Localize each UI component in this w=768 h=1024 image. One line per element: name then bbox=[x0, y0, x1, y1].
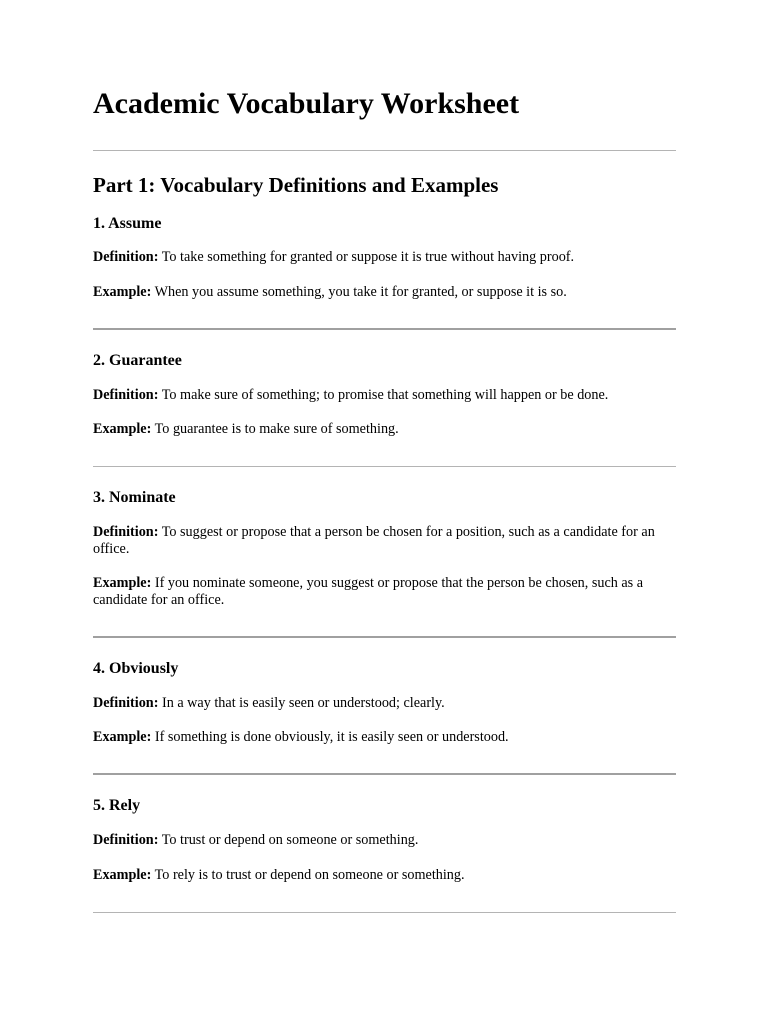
term-heading: 2. Guarantee bbox=[93, 352, 182, 369]
definition-value: To make sure of something; to promise that something will happen or be done. bbox=[161, 387, 609, 403]
example-value: When you assume something, you take it for granted, or suppose it is so. bbox=[154, 284, 567, 300]
example-label: Example: bbox=[93, 284, 152, 300]
definition-value: To trust or depend on someone or something. bbox=[161, 832, 419, 848]
section-divider bbox=[93, 773, 676, 775]
example-value: To rely is to trust or depend on someone or something. bbox=[154, 867, 465, 883]
definition-text bbox=[93, 832, 676, 849]
section-divider bbox=[93, 912, 676, 913]
definition-label: Definition: bbox=[93, 249, 159, 265]
title-divider bbox=[93, 150, 676, 151]
definition-value: To suggest or propose that a person be chosen for a position, such as a candidate for an office. bbox=[93, 524, 655, 557]
example-label: Example: bbox=[93, 421, 152, 437]
example-label: Example: bbox=[93, 729, 152, 745]
example-value: If you nominate someone, you suggest or propose that the person be chosen, such as a candidate for an office. bbox=[93, 575, 644, 608]
definition-value: In a way that is easily seen or understood; clearly. bbox=[161, 695, 445, 711]
definition-text bbox=[93, 249, 676, 266]
term-heading: 5. Rely bbox=[93, 797, 141, 814]
example-text bbox=[93, 867, 676, 884]
term-heading: 1. Assume bbox=[93, 215, 162, 232]
definition-value: To take something for granted or suppose it is true without having proof. bbox=[161, 249, 575, 265]
example-value: To guarantee is to make sure of something. bbox=[154, 421, 399, 437]
definition-text bbox=[93, 524, 676, 558]
section-divider bbox=[93, 328, 676, 330]
definition-label: Definition: bbox=[93, 387, 159, 403]
example-text bbox=[93, 284, 676, 301]
definition-text bbox=[93, 695, 676, 712]
definition-label: Definition: bbox=[93, 695, 159, 711]
definition-label: Definition: bbox=[93, 832, 159, 848]
page-title: Academic Vocabulary Worksheet bbox=[93, 87, 520, 120]
example-label: Example: bbox=[93, 867, 152, 883]
definition-label: Definition: bbox=[93, 524, 159, 540]
definition-text bbox=[93, 387, 676, 404]
example-text bbox=[93, 729, 676, 746]
example-text bbox=[93, 421, 676, 438]
example-value: If something is done obviously, it is easily seen or understood. bbox=[154, 729, 509, 745]
section-divider bbox=[93, 636, 676, 638]
section-divider bbox=[93, 466, 676, 467]
term-heading: 4. Obviously bbox=[93, 660, 179, 677]
part-title: Part 1: Vocabulary Definitions and Examples bbox=[93, 173, 499, 197]
term-heading: 3. Nominate bbox=[93, 489, 176, 506]
example-label: Example: bbox=[93, 575, 152, 591]
example-text bbox=[93, 575, 676, 609]
